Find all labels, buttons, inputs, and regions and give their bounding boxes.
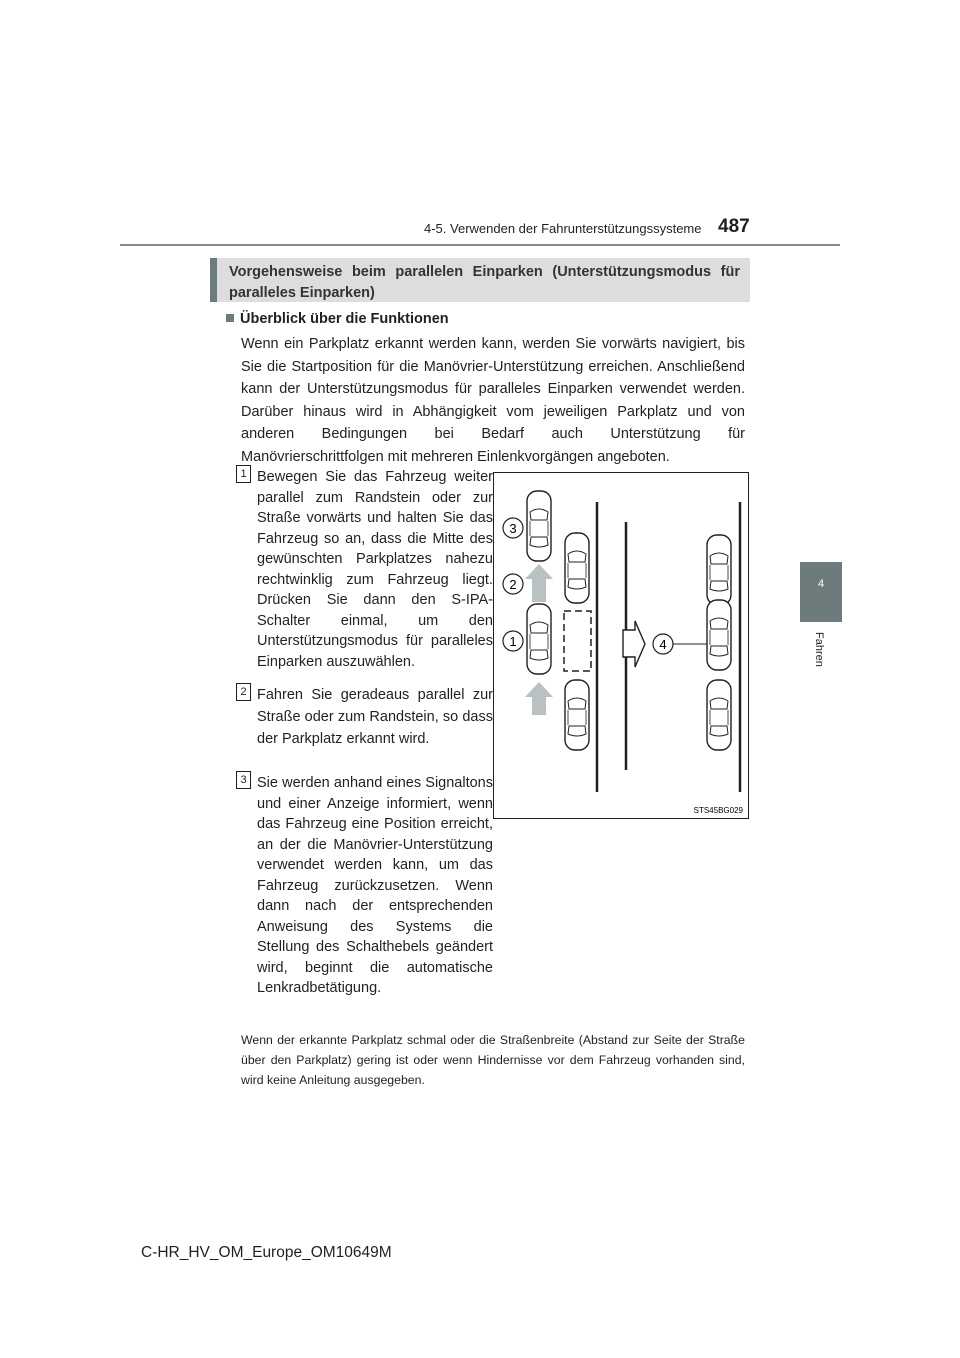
forward-arrow-lower	[525, 682, 553, 715]
step-number-2: 2	[236, 683, 251, 701]
page-number: 487	[718, 216, 750, 237]
step-2-text: Fahren Sie geradeaus parallel zur Straße oder zum Randstein, so dass der Parkplatz erkannt wird.	[257, 687, 493, 747]
subheading	[226, 311, 449, 327]
vehicle-position-3	[527, 491, 551, 561]
parking-diagram	[493, 472, 749, 819]
parked-car-top-left	[565, 533, 589, 603]
svg-text:4: 4	[659, 637, 667, 652]
chapter-tab[interactable]: 4	[800, 562, 842, 622]
diagram-label-2	[503, 574, 523, 594]
vehicle-position-1	[527, 604, 551, 674]
diagram-label-3	[503, 518, 523, 538]
step-number-3: 3	[236, 771, 251, 789]
figure-code: STS45BG029	[693, 806, 743, 815]
step-1-text: Bewegen Sie das Fahrzeug weiter parallel zum Randstein oder zur Straße vorwärts und halten Sie das Fahrzeug so an, dass die Mitte des gewünschten Parkplatzes nahezu rechtwinklig zum Fahrzeug liegt. Drücken Sie dann den S-IPA-Schalter einmal, um den Unterstützungsmodus für paralleles Einparken auszuwählen.	[257, 469, 493, 670]
step-number-1: 1	[236, 465, 251, 483]
parked-car-top-right	[707, 535, 731, 605]
vehicle-position-4	[707, 600, 731, 670]
svg-text:1: 1	[509, 634, 517, 649]
forward-arrow-upper	[525, 564, 553, 602]
diagram-label-4	[653, 634, 673, 654]
svg-text:2: 2	[509, 577, 517, 592]
header-divider	[120, 244, 840, 246]
parked-car-bottom-left	[565, 680, 589, 750]
subheading-text: Überblick über die Funktionen	[240, 311, 449, 327]
header-section-title: 4-5. Verwenden der Fahrunterstützungssysteme	[424, 221, 702, 236]
svg-text:3: 3	[509, 521, 517, 536]
note-text: Wenn der erkannte Parkplatz schmal oder die Straßenbreite (Abstand zur Seite der Straße über den Parkplatz) gering ist oder wenn Hindernisse vor dem Fahrzeug vorhanden sind, wird keine Anleitung ausgegeben.	[241, 1033, 745, 1087]
parked-car-bottom-right	[707, 680, 731, 750]
target-parking-space	[564, 611, 591, 671]
intro-paragraph: Wenn ein Parkplatz erkannt werden kann, werden Sie vorwärts navigiert, bis Sie die Startposition für die Manövrier-Unterstützung erreichen. Anschließend kann der Unterstützungsmodus für paralleles Einparken verwendet werden. Darüber hinaus wird in Abhängigkeit vom jeweiligen Parkplatz und von anderen Bedingungen bei Bedarf auch Unterstützung für Manövrierschrittfolgen mit mehreren Einlenkvorgängen angeboten.	[241, 336, 745, 465]
chapter-tab-label: Fahren	[813, 632, 825, 667]
section-title: Vorgehensweise beim parallelen Einparken (Unterstützungsmodus für paralleles Einparken)	[210, 258, 750, 302]
document-code: C-HR_HV_OM_Europe_OM10649M	[141, 1244, 392, 1261]
diagram-label-1	[503, 631, 523, 651]
square-bullet-icon	[226, 314, 234, 322]
step-3-text: Sie werden anhand eines Signaltons und einer Anzeige informiert, wenn das Fahrzeug eine Position erreicht, an der die Manövrier-Unterstützung verwendet werden kann, um das Fahrzeug zurückzusetzen. Wenn dann nach der entsprechenden Anweisung des Systems die Stellung des Schalthebels geändert wird, beginnt die automatische Lenkradbetätigung.	[257, 775, 493, 996]
